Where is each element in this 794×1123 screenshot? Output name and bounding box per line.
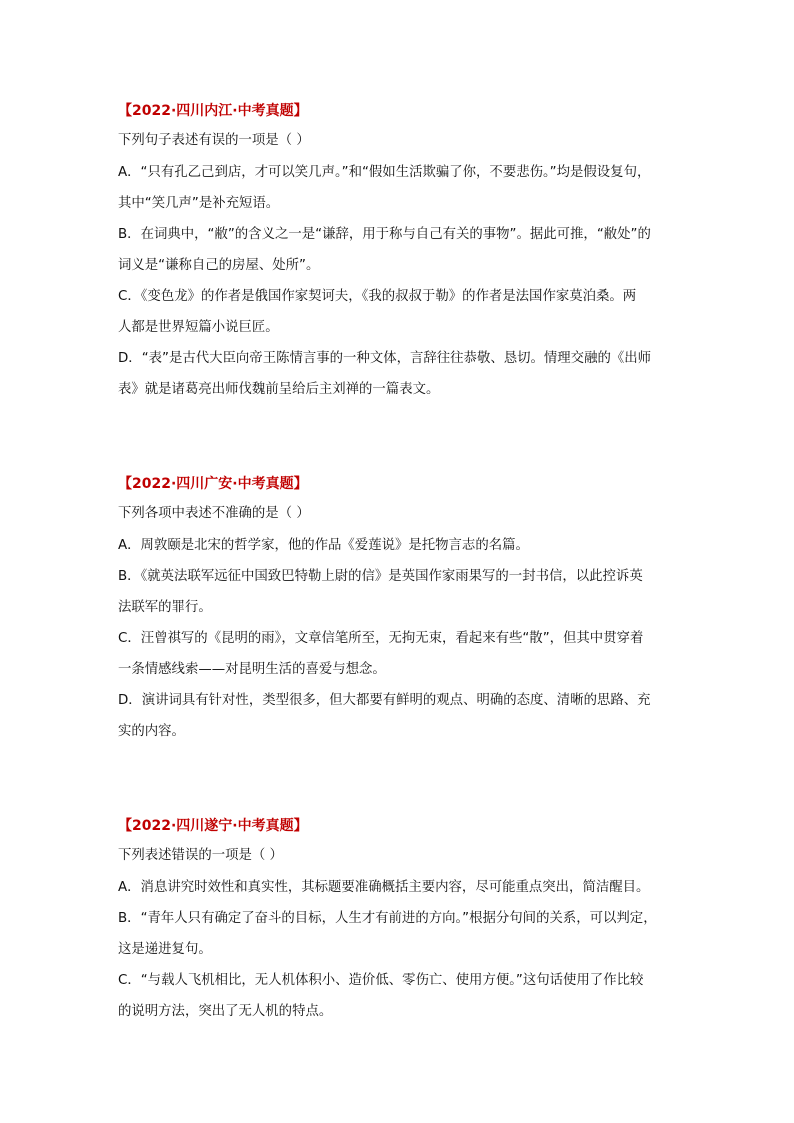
question-source-label: 【2022·四川遂宁·中考真题】 [118, 818, 308, 834]
option-line: B．《就英法联军远征中国致巴特勒上尉的信》是英国作家雨果写的一封书信，以此控诉英 [118, 569, 643, 584]
question-1 [118, 101, 678, 405]
question-3 [118, 816, 678, 1027]
option-line: 法联军的罪行。 [118, 600, 212, 615]
option-c [118, 281, 678, 343]
option-a [118, 530, 678, 561]
option-c [118, 965, 678, 1027]
option-b [118, 903, 678, 965]
option-line: 其中“笑几声”是补充短语。 [118, 196, 280, 211]
option-line: B．“青年人只有确定了奋斗的目标，人生才有前进的方向。”根据分句间的关系，可以判定， [118, 911, 657, 926]
option-line: 词义是“谦称自己的房屋、处所”。 [118, 258, 320, 273]
option-line: C．“与载人飞机相比，无人机体积小、造价低、零伤亡、使用方便。”这句话使用了作比较 [118, 973, 644, 988]
option-a [118, 872, 678, 903]
option-line: A．消息讲究时效性和真实性，其标题要准确概括主要内容，尽可能重点突出，简洁醒目。 [118, 880, 650, 895]
option-a [118, 157, 678, 219]
option-b [118, 561, 678, 623]
option-d [118, 685, 678, 747]
option-line: D．“表”是古代大臣向帝王陈情言事的一种文体，言辞往往恭敬、恳切。情理交融的《出师 [118, 351, 652, 366]
option-line: B．在词典中，“敝”的含义之一是“谦辞，用于称与自己有关的事物”。据此可推，“敝处”的 [118, 227, 651, 242]
option-b [118, 219, 678, 281]
option-line: 人都是世界短篇小说巨匠。 [118, 320, 279, 335]
option-line: 这是递进复句。 [118, 942, 212, 957]
option-line: D．演讲词具有针对性，类型很多，但大都要有鲜明的观点、明确的态度、清晰的思路、充 [118, 693, 651, 708]
question-stem: 下列各项中表述不准确的是（ ） [118, 506, 310, 521]
option-line: A．“只有孔乙己到店，才可以笑几声。”和“假如生活欺骗了你，不要悲伤。”均是假设复句， [118, 165, 651, 180]
option-line: A．周敦颐是北宋的哲学家，他的作品《爱莲说》是托物言志的名篇。 [118, 538, 529, 553]
option-line: 实的内容。 [118, 724, 185, 739]
option-line: 的说明方法，突出了无人机的特点。 [118, 1004, 333, 1019]
option-line: C．《变色龙》的作者是俄国作家契诃夫，《我的叔叔于勒》的作者是法国作家莫泊桑。两 [118, 289, 637, 304]
option-c [118, 623, 678, 685]
question-stem: 下列表述错误的一项是（ ） [118, 848, 283, 863]
question-2 [118, 474, 678, 747]
question-source-label: 【2022·四川广安·中考真题】 [118, 476, 308, 492]
option-line: C．汪曾祺写的《昆明的雨》，文章信笔所至，无拘无束，看起来有些“散”，但其中贯穿着 [118, 631, 644, 646]
option-line: 表》就是诸葛亮出师伐魏前呈给后主刘禅的一篇表文。 [118, 382, 440, 397]
question-stem: 下列句子表述有误的一项是（ ） [118, 133, 310, 148]
option-line: 一条情感线索——对昆明生活的喜爱与想念。 [118, 662, 386, 677]
question-source-label: 【2022·四川内江·中考真题】 [118, 103, 308, 119]
option-d [118, 343, 678, 405]
